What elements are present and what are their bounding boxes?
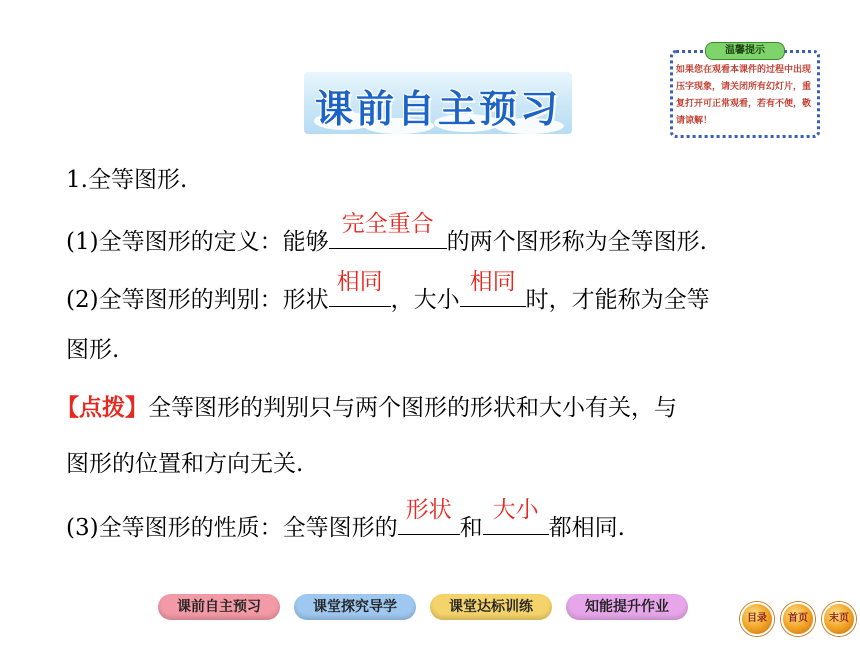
note-line: 【点拨】全等图形的判别只与两个图形的形状和大小有关，与 bbox=[56, 394, 677, 421]
nav-pill-explore[interactable]: 课堂探究导学 bbox=[294, 594, 416, 620]
answer-blank bbox=[483, 497, 549, 535]
answer-blank bbox=[460, 269, 526, 307]
definition-line: (1)全等图形的定义：能够 完全重合 的两个图形称为全等图形. bbox=[66, 218, 707, 254]
judgment-line: (2)全等图形的判别：形状 相同 ，大小 相同 时，才能称为全等 bbox=[66, 276, 710, 312]
answer-text: 相同 bbox=[336, 269, 383, 295]
nav-pill-training[interactable]: 课堂达标训练 bbox=[430, 594, 552, 620]
answer-blank bbox=[398, 497, 460, 535]
note-label: 【点拨】 bbox=[56, 394, 148, 421]
tip-header: 温馨提示 bbox=[705, 42, 785, 60]
nav-pill-homework[interactable]: 知能提升作业 bbox=[566, 594, 688, 620]
judgment-line-2: 图形. bbox=[66, 337, 120, 363]
answer-text: 相同 bbox=[469, 269, 516, 295]
answer-text: 大小 bbox=[492, 497, 539, 523]
home-button[interactable]: 首页 bbox=[781, 602, 815, 636]
answer-blank bbox=[329, 211, 447, 249]
note-line-2: 图形的位置和方向无关. bbox=[66, 451, 304, 477]
tip-body: 如果您在观看本课件的过程中出现压字现象，请关闭所有幻灯片，重复打开可正常观看，若有不便，敬请谅解！ bbox=[676, 65, 812, 126]
page-title: 课前自主预习 bbox=[314, 87, 561, 131]
section-heading: 1.全等图形. bbox=[66, 167, 188, 193]
answer-blank bbox=[329, 269, 391, 307]
answer-text: 完全重合 bbox=[341, 211, 434, 237]
property-line: (3)全等图形的性质：全等图形的 形状 和 大小 都相同. bbox=[66, 504, 625, 540]
title-banner bbox=[304, 72, 572, 134]
last-page-button[interactable]: 末页 bbox=[822, 602, 856, 636]
nav-pill-preview[interactable]: 课前自主预习 bbox=[158, 594, 280, 620]
contents-button[interactable]: 目录 bbox=[740, 602, 774, 636]
answer-text: 形状 bbox=[405, 497, 452, 523]
